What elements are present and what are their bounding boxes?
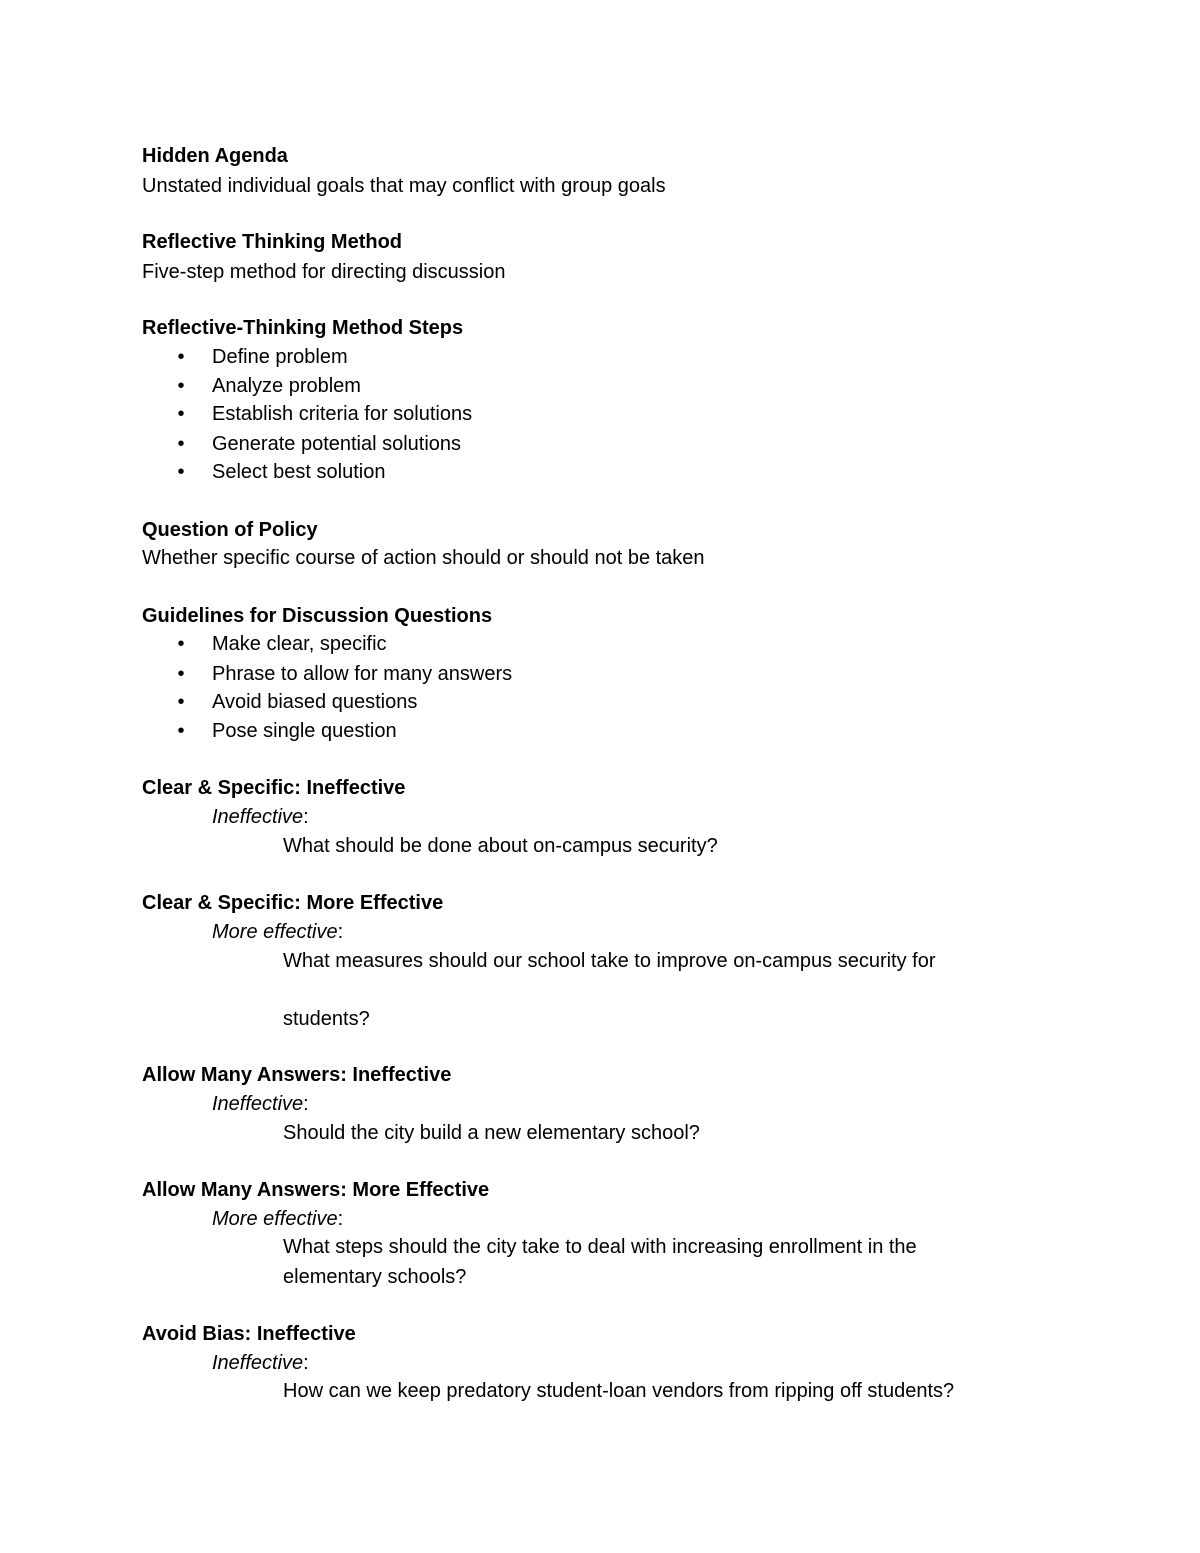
colon: : [303, 1093, 309, 1115]
bullet-icon: • [177, 691, 185, 713]
section-text: Whether specific course of action should or should not be taken [142, 547, 705, 569]
section-heading: Reflective Thinking Method [142, 231, 403, 253]
bullet-item: Select best solution [212, 461, 386, 483]
bullet-item: Avoid biased questions [212, 691, 418, 713]
section-heading: Avoid Bias: Ineffective [142, 1323, 356, 1345]
section-heading: Clear & Specific: More Effective [142, 892, 444, 914]
bullet-icon: • [177, 433, 185, 455]
example-question: What steps should the city take to deal with increasing enrollment in the [283, 1236, 917, 1258]
example-label-text: Ineffective [212, 806, 304, 828]
section-heading: Hidden Agenda [142, 145, 288, 167]
example-label [212, 1090, 309, 1118]
example-label [212, 918, 343, 946]
example-question: students? [283, 1008, 370, 1030]
example-question: How can we keep predatory student-loan vendors from ripping off students? [283, 1380, 955, 1402]
example-label [212, 1349, 309, 1377]
example-question: elementary schools? [283, 1266, 467, 1288]
section-heading: Clear & Specific: Ineffective [142, 777, 406, 799]
bullet-item: Pose single question [212, 720, 397, 742]
bullet-icon: • [177, 403, 185, 425]
example-question: What measures should our school take to improve on-campus security for [283, 950, 936, 972]
example-label [212, 1205, 343, 1233]
bullet-item: Define problem [212, 346, 348, 368]
bullet-item: Establish criteria for solutions [212, 403, 473, 425]
colon: : [303, 1352, 309, 1374]
section-heading: Question of Policy [142, 519, 318, 541]
example-question: What should be done about on-campus security? [283, 835, 718, 857]
bullet-icon: • [177, 720, 185, 742]
example-label [212, 803, 309, 831]
bullet-icon: • [177, 375, 185, 397]
bullet-item: Make clear, specific [212, 633, 387, 655]
bullet-icon: • [177, 461, 185, 483]
section-heading: Allow Many Answers: More Effective [142, 1179, 490, 1201]
example-label-text: Ineffective [212, 1093, 304, 1115]
bullet-item: Phrase to allow for many answers [212, 663, 513, 685]
colon: : [337, 1208, 344, 1230]
colon: : [337, 921, 344, 943]
section-text: Unstated individual goals that may conflict with group goals [142, 175, 666, 197]
example-label-text: Ineffective [212, 1352, 304, 1374]
bullet-item: Analyze problem [212, 375, 361, 397]
section-heading: Guidelines for Discussion Questions [142, 605, 493, 627]
example-label-text: More effective [212, 1208, 338, 1230]
section-text: Five-step method for directing discussion [142, 261, 506, 283]
bullet-icon: • [177, 633, 185, 655]
example-question: Should the city build a new elementary school? [283, 1122, 700, 1144]
section-heading: Reflective-Thinking Method Steps [142, 317, 464, 339]
section-heading: Allow Many Answers: Ineffective [142, 1064, 452, 1086]
example-label-text: More effective [212, 921, 338, 943]
bullet-icon: • [177, 346, 185, 368]
bullet-item: Generate potential solutions [212, 433, 462, 455]
bullet-icon: • [177, 663, 185, 685]
colon: : [303, 806, 309, 828]
